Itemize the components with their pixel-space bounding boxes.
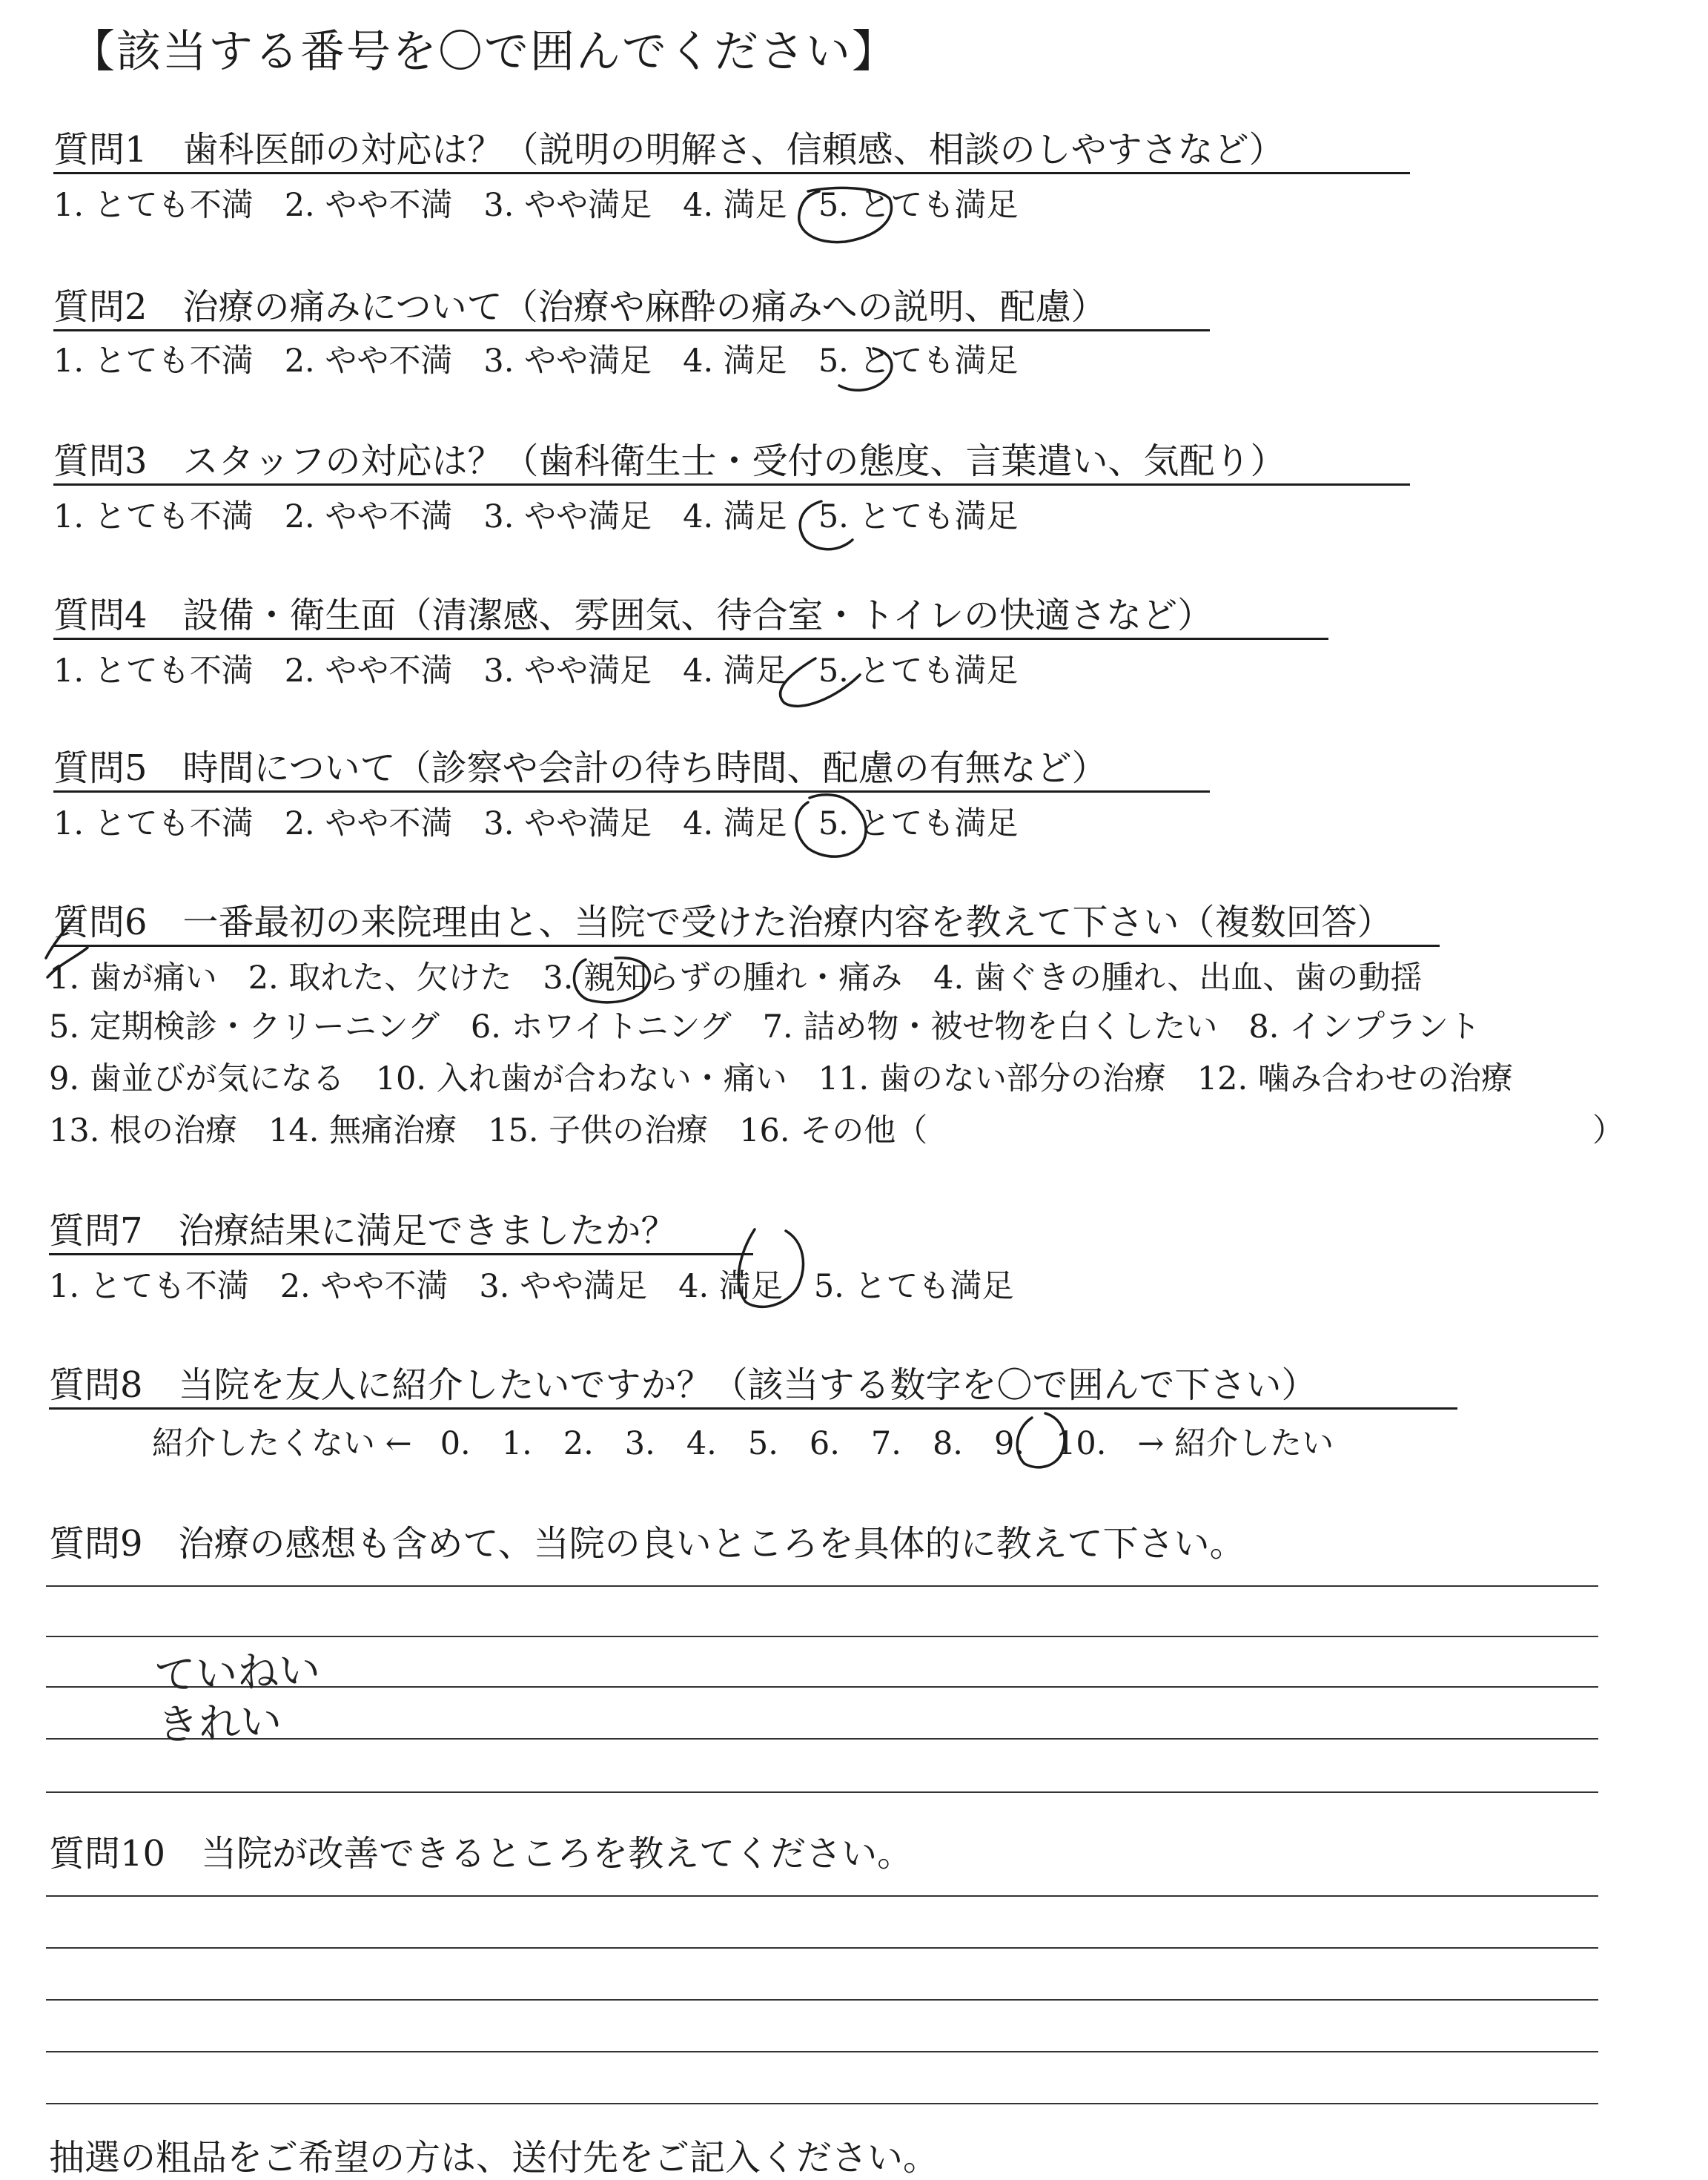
q3-option-1[interactable]: 1. とても不満 <box>53 498 254 535</box>
q6-option-6[interactable]: 6. ホワイトニング <box>470 1008 732 1046</box>
q2-option-4[interactable]: 4. 満足 <box>683 343 787 380</box>
q9-label: 質問9 治療の感想も含めて、当院の良いところを具体的に教えて下さい。 <box>49 1523 1245 1565</box>
q6-option-8[interactable]: 8. インプラント <box>1248 1008 1481 1046</box>
q3-option-4[interactable]: 4. 満足 <box>683 498 787 535</box>
q5-options <box>53 804 1050 844</box>
q6-row-1 <box>49 958 1453 998</box>
q8-option-8[interactable]: 8. <box>932 1425 963 1462</box>
q8-right-label: → 紹介したい <box>1137 1425 1334 1462</box>
q3-option-2[interactable]: 2. やや不満 <box>284 498 453 535</box>
q8-option-10[interactable]: 10. <box>1056 1425 1107 1462</box>
q2-option-3[interactable]: 3. やや満足 <box>483 343 652 380</box>
q6-option-15[interactable]: 15. 子供の治療 <box>488 1112 709 1149</box>
q4-label: 質問4 設備・衛生面（清潔感、雰囲気、待合室・トイレの快適さなど） <box>53 595 1214 636</box>
q6-option-16[interactable]: 16. その他（ <box>739 1112 928 1149</box>
q4-option-2[interactable]: 2. やや不満 <box>284 653 453 690</box>
q6-option-13[interactable]: 13. 根の治療 <box>49 1112 238 1149</box>
q5-label: 質問5 時間について（診察や会計の待ち時間、配慮の有無など） <box>53 747 1108 789</box>
q10-label: 質問10 当院が改善できるところを教えてください。 <box>49 1833 913 1875</box>
q6-option-1[interactable]: 1. 歯が痛い <box>49 959 217 997</box>
q9-handwritten-answer-1: ていねい <box>153 1646 322 1700</box>
q4-option-5[interactable]: 5. とても満足 <box>818 653 1019 690</box>
q6-label: 質問6 一番最初の来院理由と、当院で受けた治療内容を教えて下さい（複数回答） <box>53 902 1393 943</box>
q5-option-2[interactable]: 2. やや不満 <box>284 805 453 842</box>
q1-underline <box>53 172 1410 174</box>
q6-option-14[interactable]: 14. 無痛治療 <box>268 1112 457 1149</box>
q6-option-2[interactable]: 2. 取れた、欠けた <box>248 959 512 997</box>
q6-option-9[interactable]: 9. 歯並びが気になる <box>49 1060 345 1097</box>
q8-option-2[interactable]: 2. <box>563 1425 594 1462</box>
q6-option-7[interactable]: 7. 詰め物・被せ物を白くしたい <box>762 1008 1218 1046</box>
q6-option-10[interactable]: 10. 入れ歯が合わない・痛い <box>375 1060 787 1097</box>
q8-option-0[interactable]: 0. <box>440 1425 471 1462</box>
q9-answer-line-2[interactable] <box>46 1636 1598 1637</box>
q9-handwritten-answer-2: きれい <box>156 1697 283 1750</box>
q4-underline <box>53 638 1328 640</box>
q7-option-2[interactable]: 2. やや不満 <box>279 1268 448 1305</box>
q7-underline <box>49 1253 753 1255</box>
q8-option-6[interactable]: 6. <box>809 1425 840 1462</box>
q6-row-3 <box>49 1059 1544 1099</box>
q2-option-1[interactable]: 1. とても不満 <box>53 343 254 380</box>
q9-answer-line-1[interactable] <box>46 1585 1598 1587</box>
q1-option-4[interactable]: 4. 満足 <box>683 187 787 224</box>
q6-option-5[interactable]: 5. 定期検診・クリーニング <box>49 1008 440 1046</box>
q8-underline <box>49 1407 1457 1410</box>
q6-row-2 <box>49 1007 1512 1047</box>
q3-option-3[interactable]: 3. やや満足 <box>483 498 652 535</box>
q1-option-1[interactable]: 1. とても不満 <box>53 187 254 224</box>
q3-options <box>53 497 1050 537</box>
q8-label: 質問8 当院を友人に紹介したいですか？（該当する数字を〇で囲んで下さい） <box>49 1364 1317 1406</box>
q6-underline <box>53 945 1440 947</box>
q6-other-close: ） <box>1592 1112 1624 1149</box>
q10-answer-line-4[interactable] <box>46 2051 1598 2052</box>
q9-answer-line-5[interactable] <box>46 1791 1598 1793</box>
q8-option-3[interactable]: 3. <box>624 1425 655 1462</box>
q10-answer-line-3[interactable] <box>46 1999 1598 2001</box>
q4-options <box>53 651 1050 691</box>
q7-option-5[interactable]: 5. とても満足 <box>813 1268 1014 1305</box>
q4-option-4[interactable]: 4. 満足 <box>683 653 787 690</box>
q8-left-label: 紹介したくない ← <box>152 1425 412 1462</box>
q6-option-3[interactable]: 3. 親知らずの腫れ・痛み <box>543 959 903 997</box>
q5-underline <box>53 790 1210 793</box>
q2-label: 質問2 治療の痛みについて（治療や麻酔の痛みへの説明、配慮） <box>53 286 1107 328</box>
q8-option-9[interactable]: 9. <box>993 1425 1025 1462</box>
q6-row-4 <box>49 1111 959 1151</box>
q1-option-2[interactable]: 2. やや不満 <box>284 187 453 224</box>
q1-option-5[interactable]: 5. とても満足 <box>818 187 1019 224</box>
q1-options <box>53 185 1050 225</box>
page-title: 【該当する番号を〇で囲んでください】 <box>70 26 898 78</box>
q8-option-5[interactable]: 5. <box>747 1425 778 1462</box>
q10-answer-line-2[interactable] <box>46 1947 1598 1949</box>
q5-option-4[interactable]: 4. 満足 <box>683 805 787 842</box>
q6-option-4[interactable]: 4. 歯ぐきの腫れ、出血、歯の動揺 <box>933 959 1423 997</box>
q10-answer-line-1[interactable] <box>46 1895 1598 1897</box>
q7-option-4[interactable]: 4. 満足 <box>678 1268 783 1305</box>
q5-option-5[interactable]: 5. とても満足 <box>818 805 1019 842</box>
q3-option-5[interactable]: 5. とても満足 <box>818 498 1019 535</box>
q8-option-1[interactable]: 1. <box>501 1425 532 1462</box>
q8-option-7[interactable]: 7. <box>870 1425 901 1462</box>
q2-option-2[interactable]: 2. やや不満 <box>284 343 453 380</box>
q7-label: 質問7 治療結果に満足できましたか？ <box>49 1210 677 1252</box>
q2-underline <box>53 329 1210 331</box>
footer-note: 抽選の粗品をご希望の方は、送付先をご記入ください。 <box>49 2137 939 2179</box>
q8-scale <box>152 1424 1365 1464</box>
q6-option-11[interactable]: 11. 歯のない部分の治療 <box>818 1060 1166 1097</box>
q7-option-3[interactable]: 3. やや満足 <box>479 1268 648 1305</box>
q8-option-4[interactable]: 4. <box>686 1425 717 1462</box>
q2-option-5[interactable]: 5. とても満足 <box>818 343 1019 380</box>
q10-answer-line-5[interactable] <box>46 2103 1598 2104</box>
q1-label: 質問1 歯科医師の対応は？（説明の明解さ、信頼感、相談のしやすさなど） <box>53 129 1285 171</box>
q1-option-3[interactable]: 3. やや満足 <box>483 187 652 224</box>
q5-option-1[interactable]: 1. とても不満 <box>53 805 254 842</box>
q6-option-12[interactable]: 12. 噛み合わせの治療 <box>1196 1060 1513 1097</box>
q7-option-1[interactable]: 1. とても不満 <box>49 1268 249 1305</box>
q7-options <box>49 1266 1045 1307</box>
q2-options <box>53 341 1050 381</box>
q4-option-1[interactable]: 1. とても不満 <box>53 653 254 690</box>
q5-option-3[interactable]: 3. やや満足 <box>483 805 652 842</box>
q3-label: 質問3 スタッフの対応は？（歯科衛生士・受付の態度、言葉遣い、気配り） <box>53 440 1286 482</box>
q4-option-3[interactable]: 3. やや満足 <box>483 653 652 690</box>
q3-underline <box>53 483 1410 486</box>
